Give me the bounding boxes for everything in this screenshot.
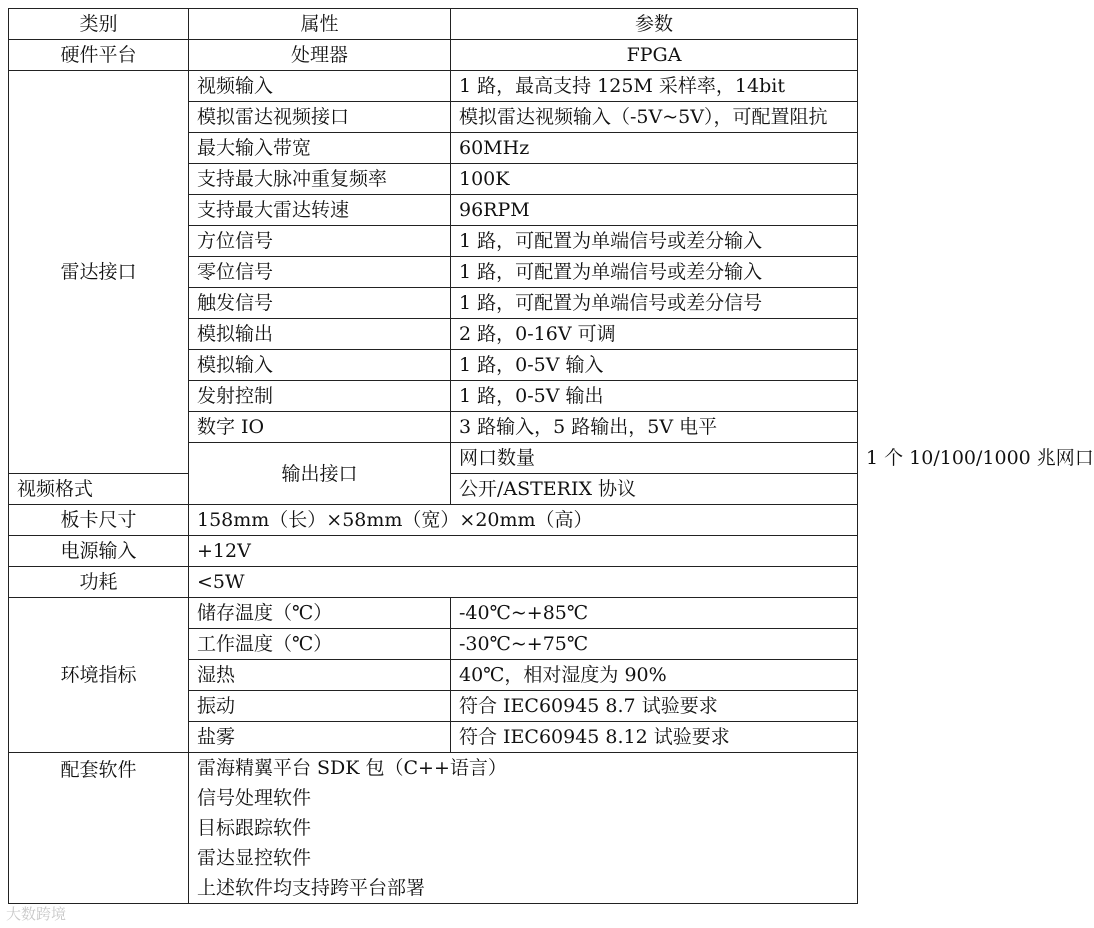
attribute-cell: 工作温度（℃） (189, 629, 451, 660)
category-cell: 板卡尺寸 (9, 505, 189, 536)
value-cell: 100K (451, 164, 858, 195)
spec-table (8, 8, 1094, 904)
attribute-cell: 振动 (189, 691, 451, 722)
value-cell: <5W (189, 567, 858, 598)
table-row (9, 567, 858, 598)
value-cell: 96RPM (451, 195, 858, 226)
attribute-cell: 模拟雷达视频接口 (189, 102, 451, 133)
category-cell: 输出接口 (189, 443, 451, 505)
value-cell: 符合 IEC60945 8.7 试验要求 (451, 691, 858, 722)
header-category: 类别 (9, 9, 189, 40)
category-cell: 配套软件 (9, 753, 189, 904)
attribute-cell: 发射控制 (189, 381, 451, 412)
attribute-cell: 方位信号 (189, 226, 451, 257)
value-cell: 158mm（长）×58mm（宽）×20mm（高） (189, 505, 858, 536)
category-cell: 电源输入 (9, 536, 189, 567)
value-cell: -40℃~+85℃ (451, 598, 858, 629)
category-cell: 功耗 (9, 567, 189, 598)
watermark: 大数跨境 (6, 905, 67, 923)
attribute-cell: 湿热 (189, 660, 451, 691)
attribute-cell: 视频格式 (9, 474, 189, 505)
attribute-cell: 处理器 (189, 40, 451, 71)
value-cell: 符合 IEC60945 8.12 试验要求 (451, 722, 858, 753)
attribute-cell: 支持最大雷达转速 (189, 195, 451, 226)
value-cell: 1 路，0-5V 输出 (451, 381, 858, 412)
category-cell: 雷达接口 (9, 71, 189, 474)
value-cell: 1 路，可配置为单端信号或差分输入 (451, 257, 858, 288)
category-cell: 环境指标 (9, 598, 189, 753)
table-row (9, 40, 858, 71)
attribute-cell: 盐雾 (189, 722, 451, 753)
attribute-cell: 数字 IO (189, 412, 451, 443)
table-row (9, 598, 858, 629)
value-cell: -30℃~+75℃ (451, 629, 858, 660)
table-row (9, 536, 858, 567)
table-row (9, 505, 858, 536)
attribute-cell: 网口数量 (451, 443, 858, 474)
table-row: 输出接口 网口数量 1 个 10/100/1000 兆网口 (9, 443, 858, 474)
attribute-cell: 触发信号 (189, 288, 451, 319)
value-cell: 1 路，最高支持 125M 采样率，14bit (451, 71, 858, 102)
software-item: 目标跟踪软件 (197, 817, 312, 839)
value-cell: 60MHz (451, 133, 858, 164)
value-cell: 3 路输入，5 路输出，5V 电平 (451, 412, 858, 443)
value-cell: 公开/ASTERIX 协议 (451, 474, 858, 505)
category-cell: 硬件平台 (9, 40, 189, 71)
value-cell: 2 路，0-16V 可调 (451, 319, 858, 350)
table-row (9, 753, 858, 904)
software-item: 上述软件均支持跨平台部署 (197, 877, 426, 899)
header-row (9, 9, 858, 40)
software-item: 信号处理软件 (197, 787, 312, 809)
value-cell: 1 路，0-5V 输入 (451, 350, 858, 381)
header-parameter: 参数 (451, 9, 858, 40)
attribute-cell: 最大输入带宽 (189, 133, 451, 164)
value-cell: 1 路，可配置为单端信号或差分输入 (451, 226, 858, 257)
attribute-cell: 零位信号 (189, 257, 451, 288)
software-list (189, 753, 858, 904)
software-item: 雷达显控软件 (197, 847, 312, 869)
table-row (9, 71, 858, 102)
value-cell: 模拟雷达视频输入（-5V~5V），可配置阻抗 (451, 102, 858, 133)
attribute-cell: 视频输入 (189, 71, 451, 102)
attribute-cell: 模拟输出 (189, 319, 451, 350)
header-attribute: 属性 (189, 9, 451, 40)
attribute-cell: 储存温度（℃） (189, 598, 451, 629)
value-cell: +12V (189, 536, 858, 567)
software-item: 雷海精翼平台 SDK 包（C++语言） (197, 757, 507, 779)
value-cell: FPGA (451, 40, 858, 71)
value-cell: 40℃，相对湿度为 90% (451, 660, 858, 691)
value-cell: 1 路，可配置为单端信号或差分信号 (451, 288, 858, 319)
attribute-cell: 模拟输入 (189, 350, 451, 381)
attribute-cell: 支持最大脉冲重复频率 (189, 164, 451, 195)
